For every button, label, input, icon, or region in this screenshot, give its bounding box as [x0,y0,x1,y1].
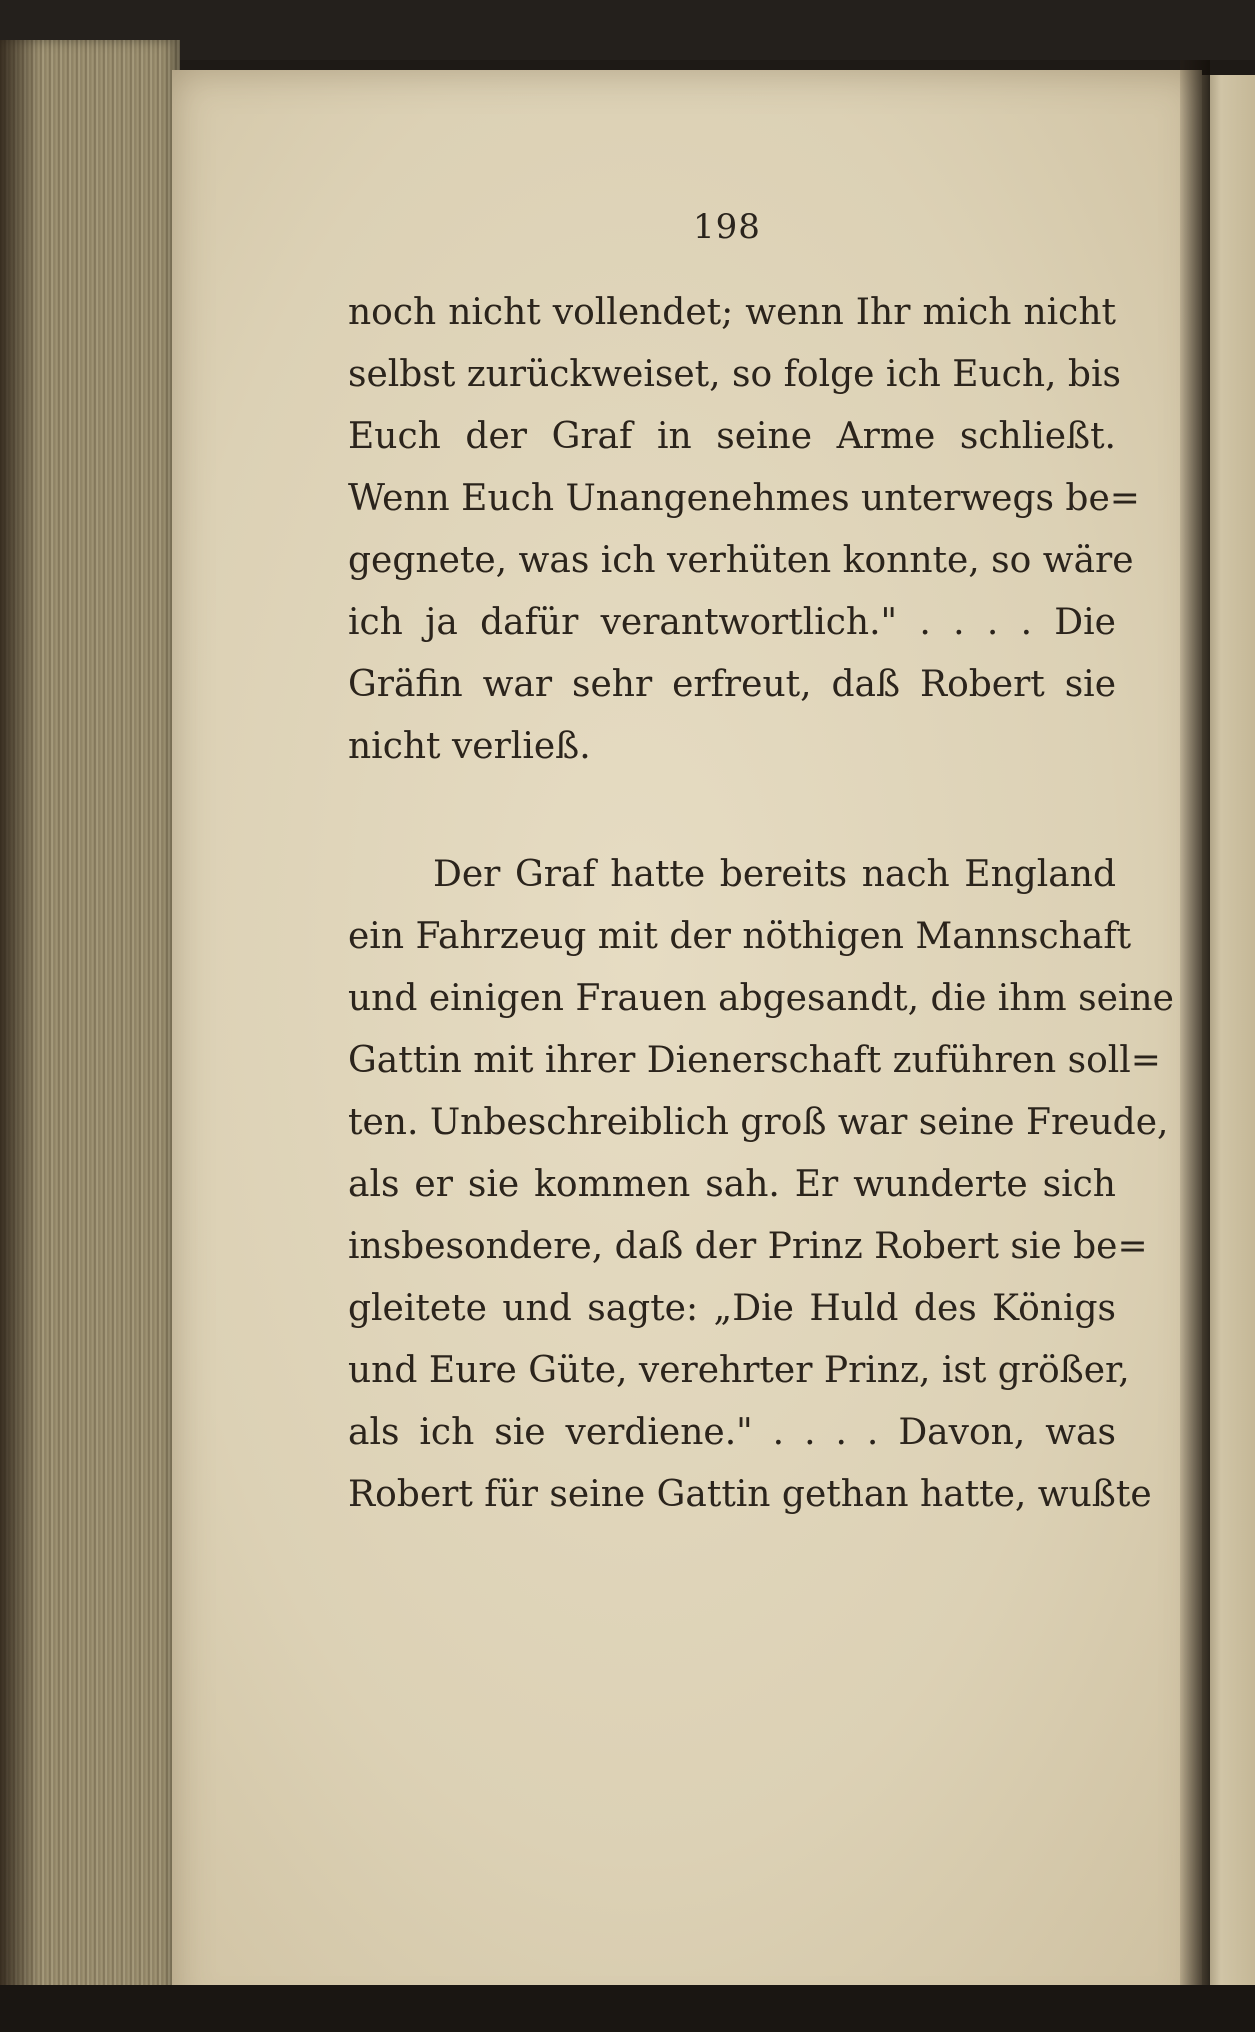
text-line: nicht verließ. [348,726,591,767]
text-line: ein Fahrzeug mit der nöthigen Mannschaft [348,916,1132,957]
text-line: als er sie kommen sah. Er wunderte sich [348,1164,1116,1205]
background-top [0,0,1255,60]
text-line: und einigen Frauen abgesandt, die ihm seine [348,978,1174,1019]
text-line: Euch der Graf in seine Arme schließt. [348,416,1116,457]
text-line: Gattin mit ihrer Dienerschaft zuführen soll= [348,1040,1161,1081]
text-line: gegnete, was ich verhüten konnte, so wäre [348,540,1134,581]
text-line: und Eure Güte, verehrter Prinz, ist größer, [348,1350,1130,1391]
paragraph-gap [348,778,1116,844]
text-line: Gräfin war sehr erfreut, daß Robert sie [348,664,1116,705]
fore-edge-shadow [0,40,40,2032]
text-line: noch nicht vollendet; wenn Ihr mich nicht [348,292,1116,333]
page-text [348,282,1174,1526]
text-line: gleitete und sagte: „Die Huld des Königs [348,1288,1116,1329]
text-line: selbst zurückweiset, so folge ich Euch, bis [348,354,1121,395]
text-line: ich ja dafür verantwortlich." . . . . Die [348,602,1116,643]
text-line: Wenn Euch Unangenehmes unterwegs be= [348,478,1140,519]
text-line: Robert für seine Gattin gethan hatte, wußte [348,1474,1152,1515]
page-gutter [1180,60,1210,2032]
page-number: 198 [693,207,761,247]
text-line: ten. Unbeschreiblich groß war seine Freude, [348,1102,1169,1143]
text-line: als ich sie verdiene." . . . . Davon, was [348,1412,1116,1453]
background-bottom [0,1985,1255,2032]
text-line: insbesondere, daß der Prinz Robert sie be= [348,1226,1148,1267]
text-line: Der Graf hatte bereits nach England [433,854,1116,895]
